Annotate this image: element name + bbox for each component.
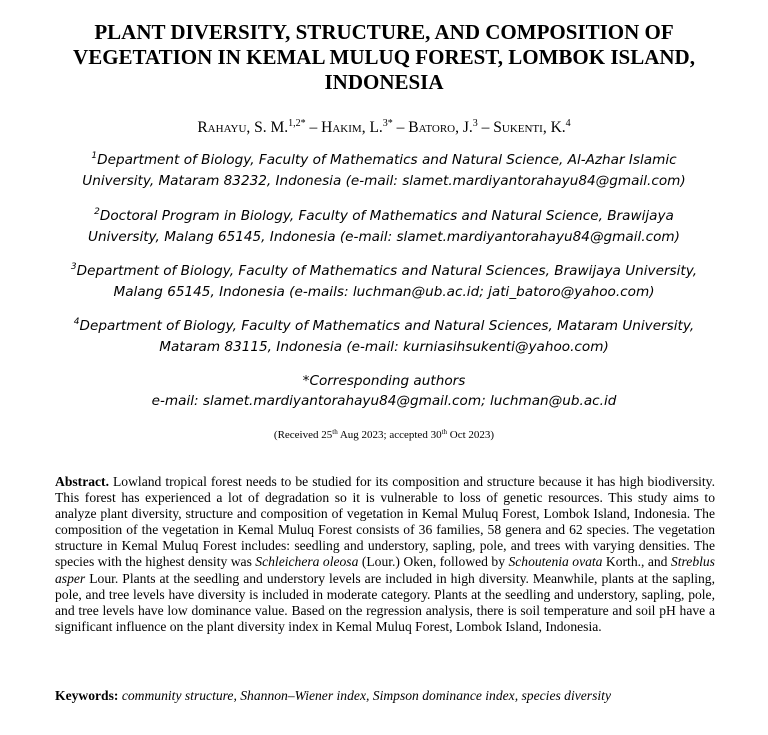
affiliation (60, 150, 708, 192)
author-name: Rahayu, S. M. (197, 119, 289, 136)
keywords-label: Keywords: (55, 688, 119, 703)
affiliation (60, 206, 708, 248)
abstract-text: Lowland tropical forest needs to be studied for its composition and structure because it has high biodiversity. This forest has experienced a lot of degradation so it is vulnerable to loss of genetic resources. This study aims to analyze plant diversity, structure and composition of vegetation in Kemal Muluq Forest, Lombok Island, Indonesia. The composition of the vegetation in Kemal Muluq Forest consists of 36 families, 58 genera and 62 species. The vegetation structure in Kemal Muluq Forest includes: seedling and understory, sapling, pole, and trees with varying densities. The species with the highest density was (55, 474, 715, 570)
abstract-text: Lour. Plants at the seedling and understory levels are included in high diversity. Meanwhile, plants at the sapling, pole, and tree levels have diversity is included in moderate category. Plants at the seedling and understory, sapling, pole, and tree levels have low dominance value. Based on the regression analysis, there is soil temperature and soil pH have a significant influence on the plant diversity index in Kemal Muluq Forest, Lombok Island, Indonesia. (55, 570, 715, 634)
accepted-text: Aug 2023; accepted 30 (337, 429, 442, 441)
affiliation-text: Department of Biology, Faculty of Mathematics and Natural Science, Al-Azhar Islamic University, Mataram 83232, Indonesia (e-mail: slamet.mardiyantorahayu84@gmail.com) (82, 152, 686, 189)
keywords-text: community structure, Shannon–Wiener index, Simpson dominance index, species diversity (118, 688, 611, 703)
corresponding-emails: e-mail: slamet.mardiyantorahayu84@gmail.com; luchman@ub.ac.id (151, 393, 617, 409)
author-list (40, 118, 728, 138)
ordinal-suffix: th (332, 428, 338, 436)
author-affiliation-mark: 1,2* (288, 118, 306, 129)
keywords (55, 688, 715, 704)
accepted-date-text: Oct 2023) (447, 429, 495, 441)
author-affiliation-mark: 4 (565, 118, 571, 129)
received-text: (Received 25 (273, 429, 333, 441)
affiliation-mark: 2 (94, 207, 100, 217)
paper-title: PLANT DIVERSITY, STRUCTURE, AND COMPOSITION OF VEGETATION IN KEMAL MULUQ FOREST, LOMBOK ISLAND, INDONESIA (73, 20, 695, 94)
author-affiliation-mark: 3 (472, 118, 478, 129)
author-separator: – (477, 119, 494, 136)
abstract-text: Korth., and (602, 554, 671, 570)
author-name: Sukenti, K. (493, 119, 566, 136)
corresponding-label: *Corresponding authors (302, 373, 466, 389)
ordinal-suffix: th (441, 428, 448, 436)
affiliation (60, 261, 708, 303)
abstract (55, 474, 715, 635)
affiliation-mark: 4 (73, 317, 80, 327)
affiliation (60, 316, 708, 358)
author-name: Batoro, J. (408, 119, 473, 136)
species-name: Schoutenia ovata (508, 554, 603, 570)
author-separator: – (392, 119, 409, 136)
affiliation-text: Department of Biology, Faculty of Mathematics and Natural Sciences, Mataram University, Mataram 83115, Indonesia (e-mail: kurniasihsukenti@yahoo.com) (79, 318, 695, 355)
author-affiliation-mark: 3* (382, 118, 393, 129)
author-name: Hakim, L. (321, 119, 383, 136)
received-dates (40, 428, 728, 442)
affiliation-text: Department of Biology, Faculty of Mathematics and Natural Sciences, Brawijaya University, Malang 65145, Indonesia (e-mails: luchman@ub.ac.id; jati_batoro@yahoo.com) (76, 263, 698, 300)
species-name: Schleichera oleosa (255, 554, 359, 570)
affiliation-mark: 1 (91, 151, 98, 161)
species-name: Streblus asper (55, 554, 715, 586)
affiliation-mark: 3 (70, 262, 77, 272)
corresponding-authors (40, 371, 728, 411)
affiliation-text: Doctoral Program in Biology, Faculty of Mathematics and Natural Science, Brawijaya University, Malang 65145, Indonesia (e-mail: slamet.mardiyantorahayu84@gmail.com) (88, 208, 680, 245)
author-separator: – (305, 119, 322, 136)
abstract-label: Abstract. (55, 474, 109, 489)
abstract-text: (Lour.) Oken, followed by (358, 554, 509, 570)
